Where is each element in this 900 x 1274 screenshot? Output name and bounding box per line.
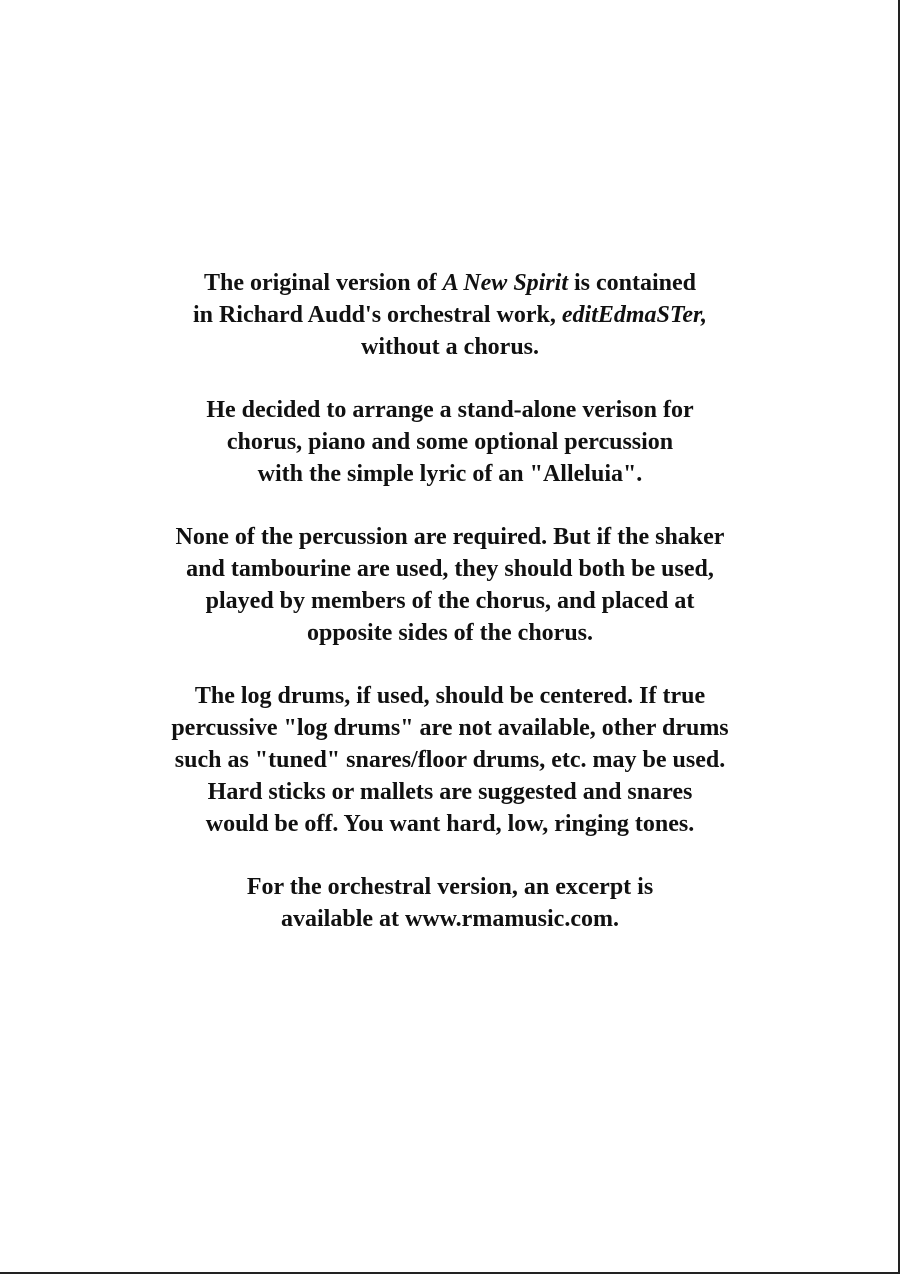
text-line: available at www.rmamusic.com. [281, 906, 619, 932]
text-line [0, 267, 900, 299]
text-line: such as "tuned" snares/floor drums, etc. may be used. [174, 747, 726, 773]
text-line [0, 299, 900, 331]
text-line: percussive "log drums" are not available, other drums [171, 715, 729, 741]
text-line: The log drums, if used, should be centered. If true [194, 683, 706, 709]
text-line: would be off. You want hard, low, ringing tones. [205, 811, 695, 837]
note-paragraph-original-version [0, 267, 900, 363]
text-line: opposite sides of the chorus. [306, 620, 594, 646]
text-line: None of the percussion are required. But if the shaker [175, 524, 725, 550]
text-line: with the simple lyric of an "Alleluia". [257, 461, 643, 487]
text-line: and tambourine are used, they should both be used, [186, 556, 714, 582]
note-paragraph-arrangement [0, 394, 900, 490]
text-run: in Richard Audd's orchestral work, [192, 302, 562, 328]
text-line: For the orchestral version, an excerpt is [246, 874, 654, 900]
text-run: The original version of [203, 270, 443, 296]
text-line: chorus, piano and some optional percussion [226, 429, 674, 455]
text-run: is contained [568, 270, 697, 296]
note-paragraph-log-drums [0, 680, 900, 840]
note-paragraph-excerpt [0, 871, 900, 935]
orchestral-work-title: editEdmaSTer, [561, 302, 708, 328]
text-line: Hard sticks or mallets are suggested and snares [207, 779, 693, 805]
text-line: He decided to arrange a stand-alone verison for [206, 397, 694, 423]
performance-notes [0, 267, 900, 966]
piece-title: A New Spirit [442, 270, 569, 296]
text-line: without a chorus. [360, 334, 540, 360]
note-paragraph-percussion [0, 521, 900, 649]
text-line: played by members of the chorus, and placed at [205, 588, 695, 614]
